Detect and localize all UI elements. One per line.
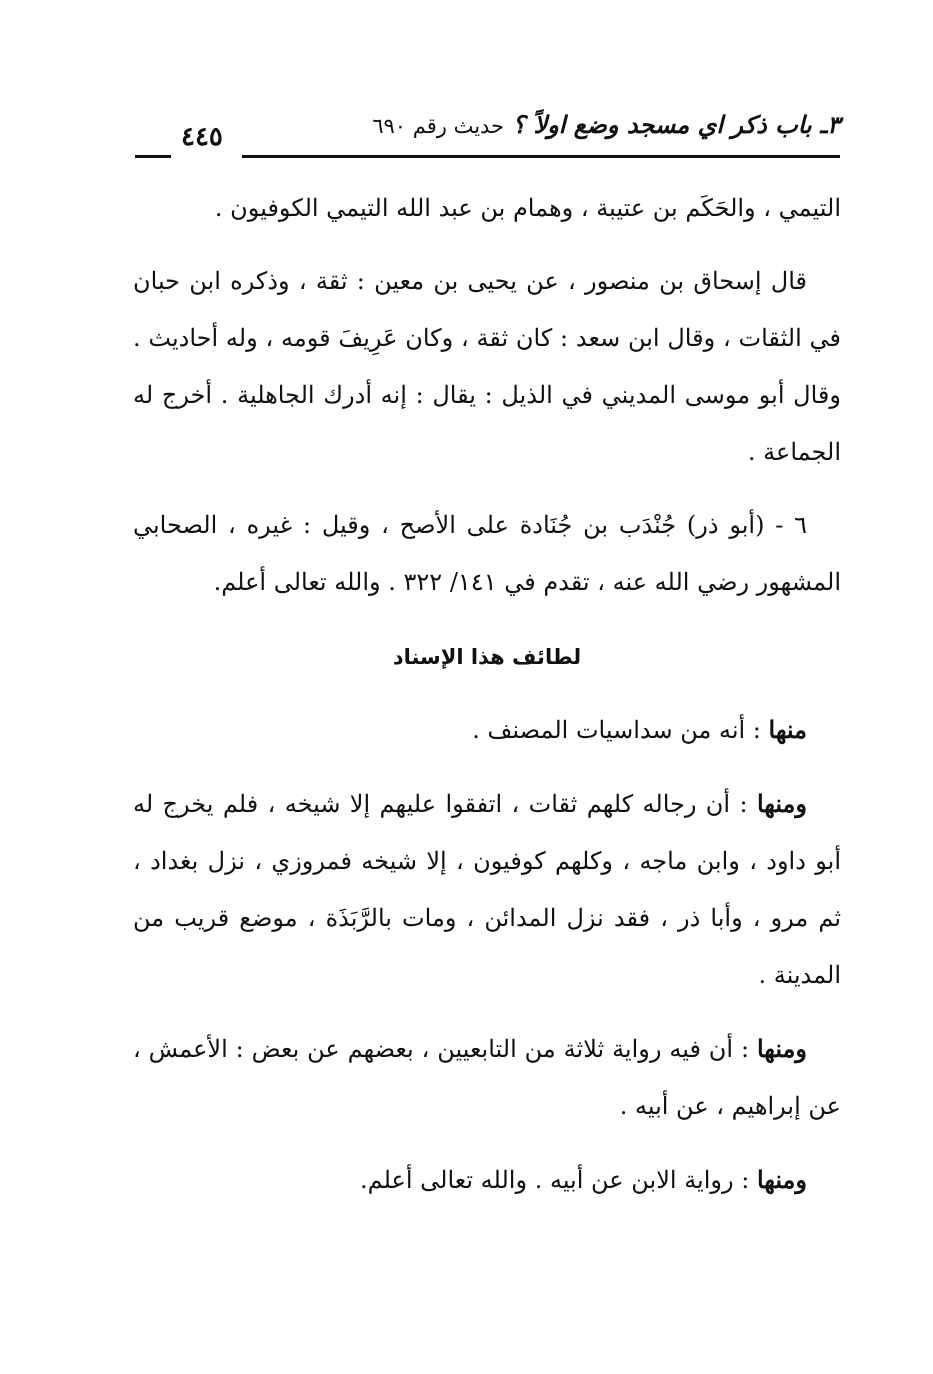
note-paragraph xyxy=(133,775,841,1004)
note-lead: ومنها xyxy=(756,1034,807,1063)
note-text: : رواية الابن عن أبيه . والله تعالى أعلم. xyxy=(360,1166,757,1194)
note-lead: منها xyxy=(768,715,807,744)
paragraph: التيمي ، والحَكَم بن عتيبة ، وهمام بن عبد الله التيمي الكوفيون . xyxy=(214,194,841,222)
paragraph: قال إسحاق بن منصور ، عن يحيى بن معين : ثقة ، وذكره ابن حبان في الثقات ، وقال ابن سعد : كان ثقة ، وكان عَرِيفَ قومه ، وله أحاديث . وقال أبو موسى المديني في الذيل : يقال : إنه أدرك الجاهلية . أخرج له الجماعة . xyxy=(133,267,841,466)
chapter-title xyxy=(372,108,840,143)
paragraph: ٦ - (أبو ذر) جُنْدَب بن جُنَادة على الأصح ، وقيل : غيره ، الصحابي المشهور رضي الله عنه ، تقدم في ١٤١/ ٣٢٢ . والله تعالى أعلم. xyxy=(133,511,841,596)
section-heading: لطائف هذا الإسناد xyxy=(392,645,582,669)
note-paragraph xyxy=(133,701,841,759)
page-header xyxy=(135,108,840,164)
note-text: : أن فيه رواية ثلاثة من التابعيين ، بعضهم عن بعض : الأعمش ، عن إبراهيم ، عن أبيه . xyxy=(133,1035,841,1120)
note-lead: ومنها xyxy=(756,1165,807,1194)
header-rule-short xyxy=(135,155,171,158)
hadith-number: حديث رقم ٦٩٠ xyxy=(372,114,505,138)
note-paragraph xyxy=(133,1020,841,1135)
header-rule xyxy=(242,155,840,158)
page-body xyxy=(133,180,841,1225)
note-text: : أن رجاله كلهم ثقات ، اتفقوا عليهم إلا شيخه ، فلم يخرج له أبو داود ، وابن ماجه ، وكلهم كوفيون ، إلا شيخه فمروزي ، نزل بغداد ، ثم مرو ، وأبا ذر ، فقد نزل المدائن ، ومات بالرَّبَذَة ، موضع قريب من المدينة . xyxy=(133,790,841,989)
note-lead: ومنها xyxy=(756,789,807,818)
page-number: ٤٤٥ xyxy=(181,122,223,152)
note-paragraph xyxy=(133,1151,841,1209)
chapter-title-text: ٣ـ باب ذكر اي مسجد وضع اولاً ؟ xyxy=(512,110,840,139)
note-text: : أنه من سداسيات المصنف . xyxy=(472,716,769,744)
